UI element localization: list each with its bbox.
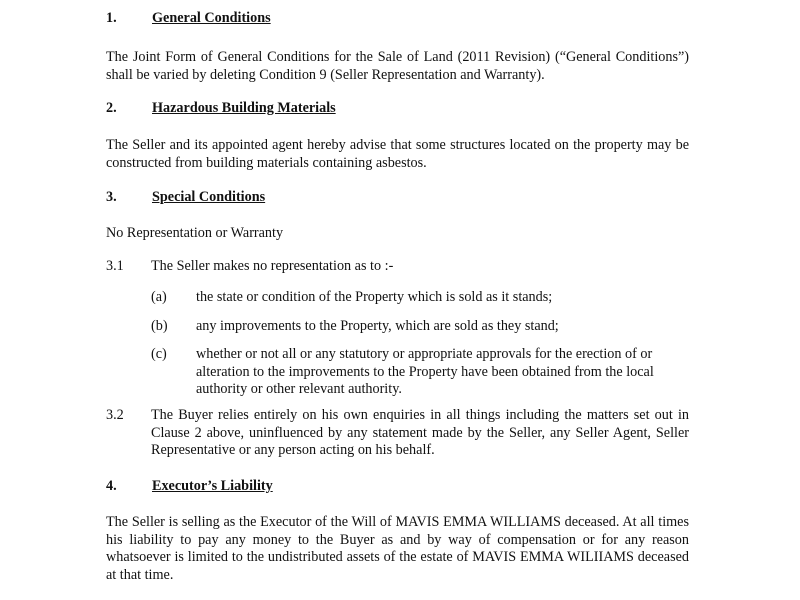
- section-2-number: 2.: [106, 100, 117, 116]
- section-4-body: The Seller is selling as the Executor of the Will of MAVIS EMMA WILLIAMS deceased. At all times his liability to pay any money to the Buyer as and by way of compensation or for any reason whatsoever is limited to the undistributed assets of the estate of MAVIS EMMA WILIIAMS deceased at that time.: [106, 514, 689, 583]
- section-1-title: General Conditions: [152, 10, 271, 26]
- clause-3-1-text: The Seller makes no representation as to :-: [151, 258, 394, 274]
- section-2-heading: [106, 100, 336, 118]
- section-3-title: Special Conditions: [152, 189, 266, 205]
- item-c-text: whether or not all or any statutory or appropriate approvals for the erection of or alteration to the improvements to the Property have been obtained from the local authority or other relevant authority.: [196, 346, 654, 397]
- section-3-number: 3.: [106, 189, 117, 205]
- item-a-label: (a): [151, 289, 167, 305]
- section-1-number: 1.: [106, 10, 117, 26]
- item-c-label: (c): [151, 346, 167, 362]
- section-1-body: The Joint Form of General Conditions for the Sale of Land (2011 Revision) (“General Conditions”) shall be varied by deleting Condition 9 (Seller Representation and Warranty).: [106, 49, 689, 83]
- section-4-heading: [106, 478, 273, 496]
- section-3-heading: [106, 189, 265, 207]
- section-4-title: Executor’s Liability: [152, 478, 273, 494]
- item-b-text: any improvements to the Property, which are sold as they stand;: [196, 318, 559, 334]
- section-2-body: The Seller and its appointed agent hereby advise that some structures located on the property may be constructed from building materials containing asbestos.: [106, 137, 689, 171]
- section-1-heading: [106, 10, 271, 28]
- clause-3-2-number: 3.2: [106, 407, 124, 423]
- clause-3-2-text: The Buyer relies entirely on his own enquiries in all things including the matters set out in Clause 2 above, uninfluenced by any statement made by the Seller, any Seller Agent, Seller Representative or any person acting on his behalf.: [151, 407, 689, 458]
- clause-3-1-number: 3.1: [106, 258, 124, 274]
- section-3-intro: No Representation or Warranty: [106, 225, 284, 241]
- item-b-label: (b): [151, 318, 168, 334]
- section-4-number: 4.: [106, 478, 117, 494]
- section-2-title: Hazardous Building Materials: [152, 100, 336, 116]
- item-a-text: the state or condition of the Property which is sold as it stands;: [196, 289, 553, 305]
